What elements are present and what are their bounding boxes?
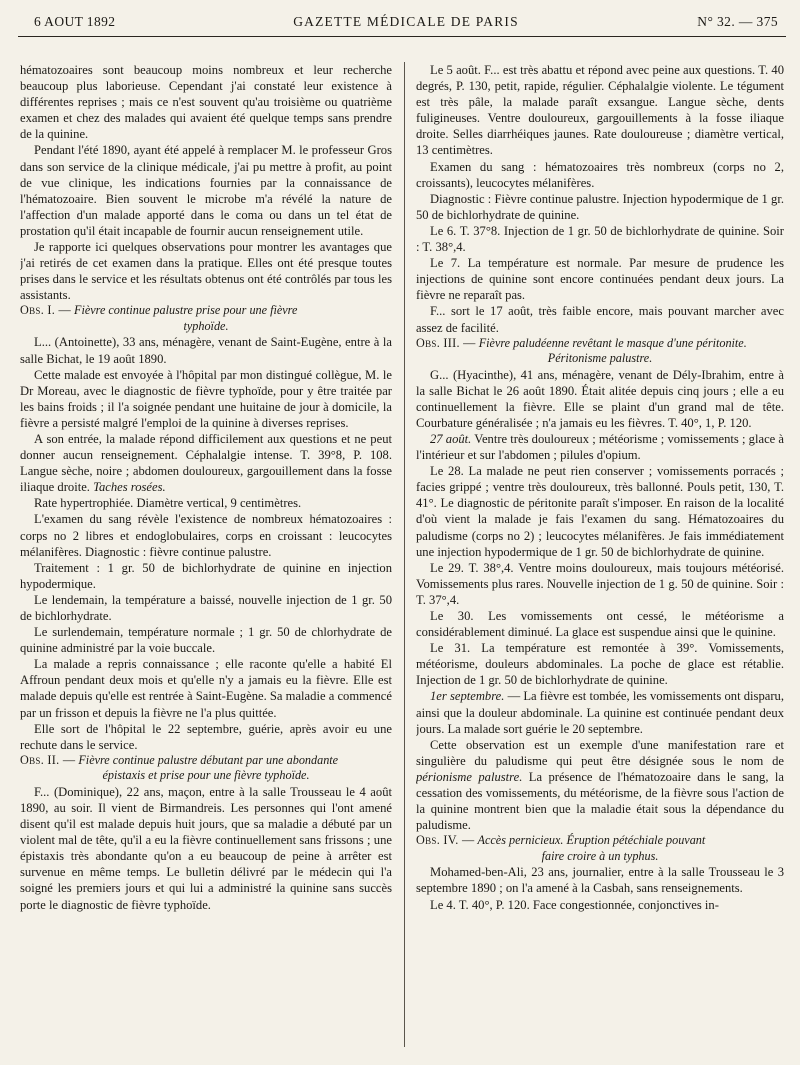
paragraph: Mohamed-ben-Ali, 23 ans, journalier, entre à la salle Trousseau le 3 septembre 1890 ; on l'a amené à la Casbah, sans renseignements. [416,865,784,896]
paragraph [20,431,392,495]
paragraph: Le 5 août. F... est très abattu et répond avec peine aux questions. T. 40 degrés, P. 130, petit, rapide, régulier. Céphalalgie violente. Le tégument est très pâle, la malade paraît exsangue. Langue sèche, dents fuligineuses. Ventre douloureux, gargouillements à la fosse iliaque droite. Selles diarrhéiques jaunes. Rate douloureuse ; diamètre vertical, 13 centimètres. [416,63,784,158]
italic-run: périonisme palustre. [416,769,523,784]
paragraph: Diagnostic : Fièvre continue palustre. Injection hypodermique de 1 gr. 50 de bichlorhydrate de quinine. [416,191,784,222]
text-run: — La fièvre est tombée, les vomissements ont disparu, ainsi que la douleur abdominale. La quinine est continuée pendant deux jours. La malade sort guérie le 20 septembre. [416,689,784,736]
paragraph: Rate hypertrophiée. Diamètre vertical, 9 centimètres. [34,496,302,511]
italic-run: Taches rosées. [93,480,166,495]
right-column [416,62,784,1055]
observation-title-cont: typhoïde. [183,318,229,333]
observation-title-cont: épistaxis et prise pour une fièvre typhoïde. [102,768,310,783]
paragraph: Le lendemain, la température a baissé, nouvelle injection de 1 gr. 50 de bichlorhydrate. [20,592,392,623]
paragraph: Je rapporte ici quelques observations pour montrer les avantages que j'ai retirés de cet examen dans la pratique. Elles ont été presque toutes prises dans le service et les résultats obtenus ont été contrôlés par tous les assistants. [20,240,392,303]
left-column [20,62,392,1055]
observation-label: Obs. II. — [20,752,76,767]
observation-title-cont: faire croire à un typhus. [541,848,659,863]
paragraph: Elle sort de l'hôpital le 22 septembre, guérie, après avoir eu une rechute dans le service. [20,721,392,752]
paragraph: Le 4. T. 40°, P. 120. Face congestionnée, conjonctives in- [430,897,719,912]
observation-label: Obs. III. — [416,335,476,350]
paragraph [416,737,784,834]
italic-run: 1er septembre. [430,689,505,704]
paragraph: Traitement : 1 gr. 50 de bichlorhydrate de quinine en injection hypodermique. [20,560,392,591]
paragraph: Le 29. T. 38°,4. Ventre moins douloureux, mais toujours météorisé. Vomissements plus rares. Nouvelle injection de 1 g. 50 de quinine. Soir : T. 37°,4. [416,560,784,607]
observation-heading-4 [416,833,784,864]
paragraph: F... sort le 17 août, très faible encore, mais pouvant marcher avec assez de facilité. [416,304,784,335]
paragraph: Le 6. T. 37°8. Injection de 1 gr. 50 de bichlorhydrate de quinine. Soir : T. 38°,4. [416,223,784,255]
paragraph: G... (Hyacinthe), 41 ans, ménagère, venant de Dély-Ibrahim, entre à la salle Bichat le 26 août 1890. Était alitée depuis cinq jours ; elle a eu continuellement la fièvre. Elle se plaint d'un grand mal de tête. Courbature généralisée ; n'a jamais eu les fièvres. T. 40°, 1, P. 120. [416,367,784,430]
text-run: Cette observation est un exemple d'une manifestation rare et singulière du paludisme qui peut être désignée sous le nom de [416,737,784,768]
paragraph [416,431,784,463]
header-journal-title: GAZETTE MÉDICALE DE PARIS [293,14,519,29]
text-run: La présence de l'hématozoaire dans le sang, la cessation des vomissements, du météorisme, de la fièvre sous l'action de la quinine montrent bien que la maladie était sous la dépendance du paludisme. [416,769,784,833]
paragraph: Le surlendemain, température normale ; 1 gr. 50 de chlorhydrate de quinine administré par la voie buccale. [20,625,392,656]
observation-label: Obs. I. — [20,303,71,318]
paragraph: L... (Antoinette), 33 ans, ménagère, venant de Saint-Eugène, entre à la salle Bichat, le 19 août 1890. [20,335,392,366]
column-divider [404,62,405,1047]
paragraph: Le 7. La température est normale. Par mesure de prudence les injections de quinine sont encore continuées pendant deux jours. La fièvre ne reparaît pas. [416,256,784,303]
observation-title: Fièvre paludéenne revêtant le masque d'une péritonite. [478,335,747,350]
header-issue-page: N° 32. — 375 [697,14,778,29]
observation-heading-1 [20,303,392,334]
paragraph [416,688,784,736]
observation-title: Fièvre continue palustre débutant par une abondante [78,752,339,767]
paragraph: Le 30. Les vomissements ont cessé, le météorisme a considérablement diminué. La glace est suspendue ainsi que le quinine. [416,609,784,640]
paragraph: La malade a repris connaissance ; elle raconte qu'elle a habité El Affroun pendant deux mois et qu'elle n'y a jamais eu la fièvre. Elle est malade depuis qu'elle est rentrée à Saint-Eugène. Sa maladie a commencé par un frisson et depuis la fièvre ne l'a plus quittée. [20,657,392,720]
paragraph: F... (Dominique), 22 ans, maçon, entre à la salle Trousseau le 4 août 1890, au soir. Il vient de Birmandreis. Les personnes qui l'ont amené disent qu'il est malade depuis huit jours, que sa maladie a débuté par un violent mal de tête, qu'il a eu la fièvre continuellement sans frissons ; une épistaxis très abondante qu'on a eu beaucoup de peine à arrêter est survenue en même temps. Le bulletin délivré par le médecin qui l'a soigné les premiers jours et qui lui a administré la quinine sans succès porte le diagnostic de fièvre typhoïde. [20,784,392,912]
italic-run: 27 août. [430,431,472,446]
text-run: A son entrée, la malade répond difficilement aux questions et ne peut donner aucun renseignement. Céphalalgie intense. T. 39°8, P. 108. Langue sèche, noire ; abdomen douloureux, gargouillement dans la fosse iliaque droite. [20,431,392,495]
text-run: Ventre très douloureux ; météorisme ; vomissements ; glace à l'intérieur et sur l'abdomen ; pilules d'opium. [416,431,784,463]
paragraph: Pendant l'été 1890, ayant été appelé à remplacer M. le professeur Gros dans son service de la clinique médicale, j'ai pu mettre à profit, au point de vue clinique, les indications fournies par la connaissance de l'hématozoaire. Bien souvent le microbe m'a révélé la nature de l'affection d'un malade apporté dans le coma ou dans un tel état de prostation qu'il était incapable de fournir aucun renseignement utile. [20,143,392,238]
paragraph: Le 31. La température est remontée à 39°. Vomissements, météorisme, douleurs abdominales. La poche de glace est rétablie. Injection de 1 gr. 50 de bichlorhydrate de quinine. [416,641,784,688]
running-header [34,14,778,36]
paragraph: L'examen du sang révèle l'existence de nombreux hématozoaires : corps no 2 libres et endoglobulaires, corps en croissant : leucocytes mélanifères. Diagnostic : fièvre continue palustre. [20,512,392,559]
observation-title: Accès pernicieux. Éruption pétéchiale pouvant [477,833,706,848]
header-date: 6 AOUT 1892 [34,14,116,29]
paragraph: Examen du sang : hématozoaires très nombreux (corps no 2, croissants), leucocytes mélanifères. [416,159,784,190]
observation-label: Obs. IV. — [416,833,475,848]
observation-title-cont: Péritonisme palustre. [547,351,653,366]
header-rule [18,36,786,37]
observation-heading-2 [20,753,392,784]
paragraph: hématozoaires sont beaucoup moins nombreux et leur recherche beaucoup plus laborieuse. Cependant j'ai constaté leur existence à différentes reprises ; mais ce n'est souvent qu'au troisième ou quatrième examen et chez des malades qui avaient été quelque temps sans prendre de la quinine. [20,63,392,142]
observation-title: Fièvre continue palustre prise pour une fièvre [74,303,298,318]
paragraph: Cette malade est envoyée à l'hôpital par mon distingué collègue, M. le Dr Moreau, avec le diagnostic de fièvre typhoïde, pour y être traitée par les bains froids ; il l'a soignée pendant une huitaine de jour à domicile, la fièvre a persisté malgré l'emploi de la quinine à diverses reprises. [20,367,392,430]
observation-heading-3 [416,336,784,367]
paragraph: Le 28. La malade ne peut rien conserver ; vomissements porracés ; facies grippé ; ventre très douloureux, très ballonné. Pouls petit, 130, T. 41°. Le diagnostic de péritonite paraît s'imposer. En raison de la localité d'où vient la malade je fais l'examen du sang. Hématozoaires du paludisme (corps no 2) ; leucocytes mélanifères. Je fais immédiatement une injection hypodermique de 1 gr. 50 de bichlorhydrate de quinine. [416,464,784,559]
